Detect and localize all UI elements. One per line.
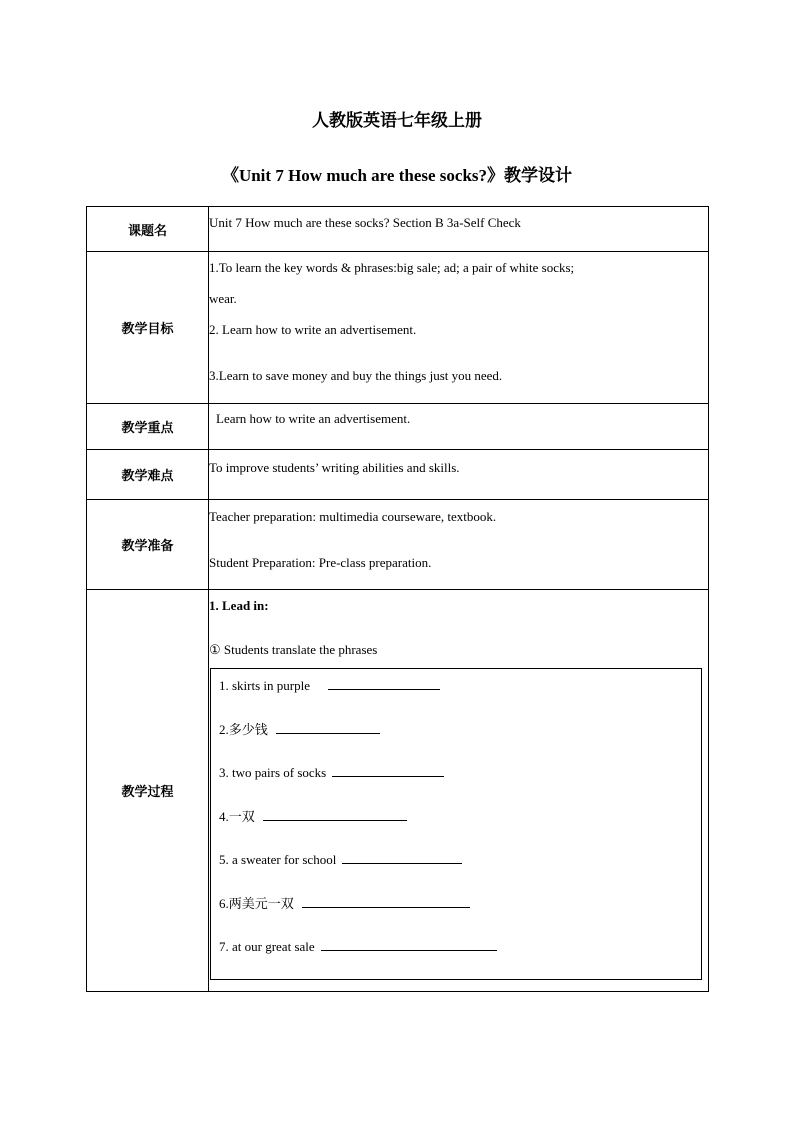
value-goals (209, 252, 709, 404)
item-text: 7. at our great sale (219, 939, 315, 954)
answer-blank (276, 721, 380, 734)
goal-line: 2. Learn how to write an advertisement. (209, 322, 417, 337)
document-title: 人教版英语七年级上册 (312, 111, 482, 130)
answer-blank (321, 938, 497, 951)
label-process: 教学过程 (87, 590, 209, 992)
list-item (219, 893, 701, 912)
list-item (219, 938, 701, 955)
value-process (209, 590, 709, 992)
process-heading: 1. Lead in: (209, 598, 269, 613)
goal-line: wear. (209, 291, 237, 306)
item-text: 6.两美元一双 (219, 896, 294, 911)
label-goals: 教学目标 (87, 252, 209, 404)
list-item (219, 806, 701, 825)
goal-line: 3.Learn to save money and buy the things just you need. (209, 368, 503, 383)
answer-blank (302, 895, 470, 908)
item-text: 3. two pairs of socks (219, 765, 327, 780)
label-topic: 课题名 (87, 207, 209, 252)
list-item (219, 851, 701, 868)
answer-blank (342, 851, 462, 864)
answer-blank (328, 677, 440, 690)
label-difficulty: 教学难点 (87, 450, 209, 500)
row-process (87, 590, 709, 992)
value-key (209, 404, 709, 450)
answer-blank (263, 808, 407, 821)
item-text: 1. skirts in purple (219, 678, 310, 693)
item-text: 5. a sweater for school (219, 852, 337, 867)
row-difficulty (87, 450, 709, 500)
list-item (219, 719, 701, 738)
prep-line: Student Preparation: Pre-class preparation. (209, 555, 432, 570)
answer-blank (332, 764, 444, 777)
difficulty-text: To improve students’ writing abilities and skills. (209, 460, 460, 475)
key-text: Learn how to write an advertisement. (216, 411, 411, 426)
topic-text: Unit 7 How much are these socks? Section B 3a-Self Check (209, 215, 521, 230)
value-prep (209, 500, 709, 590)
translation-box (210, 668, 702, 980)
value-difficulty (209, 450, 709, 500)
document-subtitle: 《Unit 7 How much are these socks?》教学设计 (221, 166, 573, 185)
row-topic (87, 207, 709, 252)
row-goals (87, 252, 709, 404)
row-key (87, 404, 709, 450)
lesson-plan-table (86, 206, 709, 992)
prep-line: Teacher preparation: multimedia courseware, textbook. (209, 509, 497, 524)
item-text: 2.多少钱 (219, 722, 268, 737)
label-prep: 教学准备 (87, 500, 209, 590)
goal-line: 1.To learn the key words & phrases:big sale; ad; a pair of white socks; (209, 260, 575, 275)
value-topic (209, 207, 709, 252)
list-item (219, 677, 701, 694)
label-key: 教学重点 (87, 404, 209, 450)
process-step: ① Students translate the phrases (209, 642, 378, 657)
row-prep (87, 500, 709, 590)
item-text: 4.一双 (219, 809, 255, 824)
list-item (219, 764, 701, 781)
